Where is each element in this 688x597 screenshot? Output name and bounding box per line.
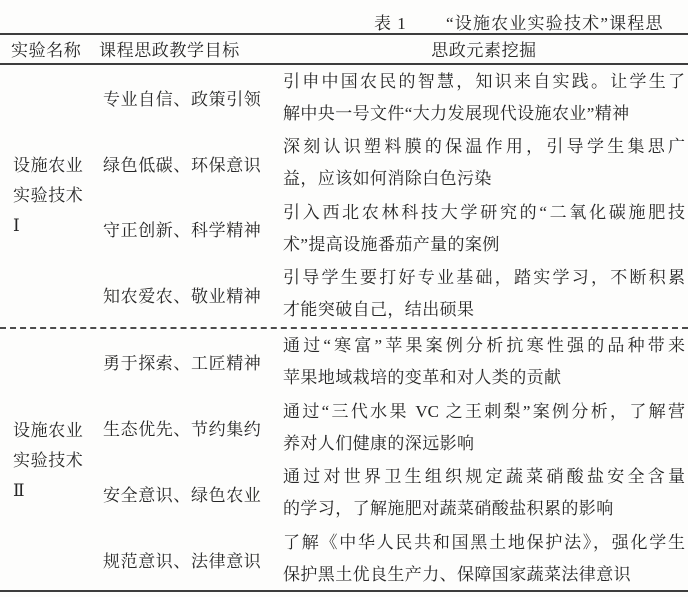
element-line: 术”提高设施番茄产量的案例 xyxy=(283,234,500,254)
element-cell xyxy=(283,395,688,461)
table-section-course-2 xyxy=(0,329,688,592)
course-name-cell-1 xyxy=(0,65,100,327)
element-line: 才能突破自己，结出硕果 xyxy=(283,300,475,320)
course-name-line: Ⅰ xyxy=(13,216,21,235)
element-line: 通过“寒富”苹果案例分析抗寒性强的品种带来 xyxy=(283,335,685,355)
column-header-teaching-goal: 课程思政教学目标 xyxy=(99,41,240,60)
goal-cell: 勇于探索、工匠精神 xyxy=(103,354,262,374)
element-line: 引入西北农林科技大学研究的“二氧化碳施肥技 xyxy=(283,202,685,222)
course-name-cell-2 xyxy=(0,329,100,592)
element-line: 的学习，了解施肥对蔬菜硝酸盐积累的影响 xyxy=(283,499,614,519)
goal-cell: 守正创新、科学精神 xyxy=(103,221,262,241)
element-line: 深刻认识塑料膜的保温作用，引导学生集思广 xyxy=(283,137,685,157)
column-header-experiment-name: 实验名称 xyxy=(11,41,82,60)
element-line: 通过对世界卫生组织规定蔬菜硝酸盐安全含量 xyxy=(283,467,685,487)
goal-cell: 绿色低碳、环保意识 xyxy=(103,155,262,175)
column-header-ideology-elements: 思政元素挖掘 xyxy=(431,41,537,60)
table-section-course-1 xyxy=(0,65,688,329)
table-caption xyxy=(0,6,688,32)
course-name-line: 设施农业 xyxy=(13,420,84,440)
element-line: 引导学生要打好专业基础，踏实学习，不断积累 xyxy=(283,268,685,288)
element-cell xyxy=(283,65,688,131)
table-header-row xyxy=(0,35,688,65)
goal-cell: 安全意识、绿色农业 xyxy=(103,485,262,505)
goal-cell: 生态优先、节约集约 xyxy=(103,420,262,440)
element-line: 了解《中华人民共和国黑土地保护法》，强化学生 xyxy=(283,533,685,553)
goal-cell: 知农爱农、敬业精神 xyxy=(103,286,262,306)
element-cell xyxy=(283,526,688,592)
element-cell xyxy=(283,196,688,262)
element-cell xyxy=(283,262,688,328)
element-line: 解中央一号文件“大力发展现代设施农业”精神 xyxy=(283,103,630,123)
element-line: 通过“三代水果 VC 之王刺梨”案例分析，了解营 xyxy=(283,401,685,421)
goal-cell: 规范意识、法律意识 xyxy=(103,551,262,571)
element-cell xyxy=(283,131,688,197)
element-line: 引申中国农民的智慧，知识来自实践。让学生了 xyxy=(283,71,685,91)
element-line: 苹果地域栽培的变革和对人类的贡献 xyxy=(283,367,562,387)
element-line: 保护黑土优良生产力、保障国家蔬菜法律意识 xyxy=(283,565,631,585)
table-caption-number: 表 1 xyxy=(374,14,407,32)
element-cell xyxy=(283,329,688,395)
goal-cell: 专业自信、政策引领 xyxy=(103,90,262,110)
table-caption-title: “设施农业实验技术”课程思 xyxy=(446,14,664,32)
element-cell xyxy=(283,461,688,527)
course-name-line: 实验技术 xyxy=(13,450,84,470)
course-ideology-table xyxy=(0,33,688,592)
course-name-line: 设施农业 xyxy=(13,156,84,175)
element-line: 养对人们健康的深远影响 xyxy=(283,433,475,453)
element-line: 益，应该如何消除白色污染 xyxy=(283,169,492,189)
course-name-line: 实验技术 xyxy=(13,186,84,205)
course-name-line: Ⅱ xyxy=(13,480,26,500)
